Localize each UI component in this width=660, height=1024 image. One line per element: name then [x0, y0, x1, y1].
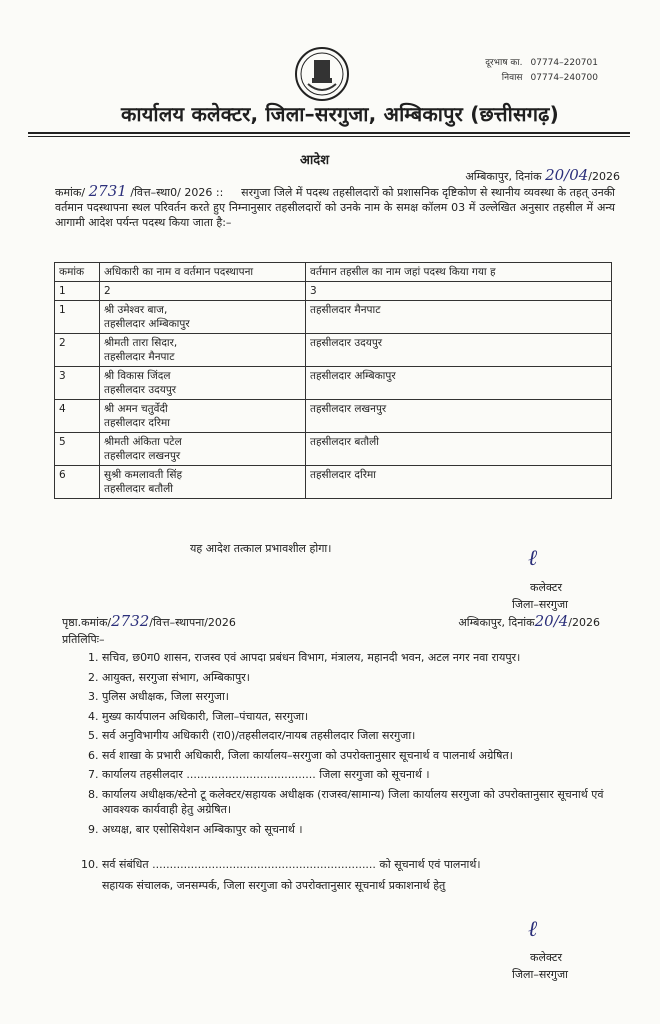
- row-posted: तहसीलदार उदयपुर: [306, 334, 612, 367]
- table-row: [55, 466, 612, 499]
- list-item: 1. सचिव, छ0ग0 शासन, राजस्व एवं आपदा प्रबंधन विभाग, मंत्रालय, महानदी भवन, अटल नगर नवा रायपुर।: [102, 650, 622, 666]
- header-serial: कमांक: [55, 263, 100, 282]
- row-posted: तहसीलदार लखनपुर: [306, 400, 612, 433]
- phone-label: दूरभाष का.: [485, 58, 523, 68]
- copy-list: [80, 650, 622, 877]
- signature-title-2: कलेक्टर: [530, 951, 562, 964]
- officer-current: तहसीलदार बतौली: [104, 483, 173, 495]
- residence-value: 07774–240700: [530, 73, 598, 83]
- row-posted: तहसीलदार बतौली: [306, 433, 612, 466]
- office-title: कार्यालय कलेक्टर, जिला–सरगुजा, अम्बिकापुर (छत्तीसगढ़): [121, 102, 559, 126]
- officer-name: श्रीमती अंकिता पटेल: [104, 436, 182, 448]
- row-officer: [100, 301, 306, 334]
- title-rule-thin: [28, 136, 630, 137]
- endorse-date-suffix: /2026: [568, 616, 600, 629]
- table-row: [55, 367, 612, 400]
- endorsement-ref: [62, 612, 236, 630]
- row-serial: 2: [55, 334, 100, 367]
- list-item: 10. सर्व संबंधित ................................................................ को सूचनार्थ एवं पालनार्थ।: [102, 857, 622, 873]
- list-item: 3. पुलिस अधीक्षक, जिला सरगुजा।: [102, 689, 622, 705]
- table-header-row: [55, 263, 612, 282]
- signature-district-2: जिला–सरगुजा: [512, 968, 568, 981]
- extra-copy-line: सहायक संचालक, जनसम्पर्क, जिला सरगुजा को उपरोक्तानुसार सूचनार्थ प्रकाशनार्थ हेतु: [102, 879, 446, 892]
- row-officer: [100, 367, 306, 400]
- list-item: 5. सर्व अनुविभागीय अधिकारी (रा0)/तहसीलदार/नायब तहसीलदार जिला सरगुजा।: [102, 728, 622, 744]
- row-serial: 4: [55, 400, 100, 433]
- row-officer: [100, 433, 306, 466]
- colnum-2: 2: [100, 282, 306, 301]
- list-item: 8. कार्यालय अधीक्षक/स्टेनो टू कलेक्टर/सहायक अधीक्षक (राजस्व/सामान्य) जिला कार्यालय सरगुजा को उपरोक्तानुसार सूचनार्थ एवं आवश्यक कार्यवाही हेतु अग्रेषित।: [102, 787, 622, 818]
- signature-mark: ℓ: [528, 546, 538, 571]
- endorse-ref-suffix: /वित्त–स्थापना/2026: [149, 616, 236, 629]
- list-item: 7. कार्यालय तहसीलदार ..................................... जिला सरगुजा को सूचनार्थ ।: [102, 767, 622, 783]
- phone-value: 07774–220701: [530, 58, 598, 68]
- officer-current: तहसीलदार मैनपाट: [104, 351, 175, 363]
- officer-name: श्री अमन चतुर्वेदी: [104, 403, 168, 415]
- order-text: सरगुजा जिले में पदस्थ तहसीलदारों को प्रशासनिक दृष्टिकोण से स्थानीय व्यवस्था के तहत् उनकी वर्तमान पदस्थापना स्थल परिवर्तन करते हुए निम्नानुसार तहसीलदारों को उनके नाम के समक्ष कॉलम 03 में उल्लेखित अनुसार तहसील में अन्य आगामी आदेश पर्यन्त पदस्थ किया जाता है:–: [55, 186, 615, 229]
- table-row: [55, 433, 612, 466]
- order-date-suffix: /2026: [588, 170, 620, 183]
- ref-number: 2731: [88, 182, 127, 200]
- officer-name: श्रीमती तारा सिदार,: [104, 337, 178, 349]
- ref-suffix: /वित्त–स्था0/ 2026 ::: [130, 186, 224, 199]
- officer-name: श्री उमेश्वर बाज,: [104, 304, 168, 316]
- phone-line: [473, 55, 599, 68]
- copy-label: प्रतिलिपिः–: [62, 633, 105, 646]
- colnum-3: 3: [306, 282, 612, 301]
- state-emblem-icon: [294, 44, 350, 104]
- officer-current: तहसीलदार अम्बिकापुर: [104, 318, 190, 330]
- list-item: 4. मुख्य कार्यपालन अधिकारी, जिला–पंचायत, सरगुजा।: [102, 709, 622, 725]
- order-date-handwritten: 20/04: [545, 166, 589, 184]
- colnum-1: 1: [55, 282, 100, 301]
- list-item: 2. आयुक्त, सरगुजा संभाग, अम्बिकापुर।: [102, 670, 622, 686]
- row-posted: तहसीलदार मैनपाट: [306, 301, 612, 334]
- row-posted: तहसीलदार अम्बिकापुर: [306, 367, 612, 400]
- row-officer: [100, 334, 306, 367]
- row-serial: 5: [55, 433, 100, 466]
- officer-current: तहसीलदार उदयपुर: [104, 384, 177, 396]
- signature-title: कलेक्टर: [530, 581, 562, 594]
- table-row: [55, 334, 612, 367]
- table-colnum-row: [55, 282, 612, 301]
- signature-district: जिला–सरगुजा: [512, 598, 568, 611]
- posting-table: [54, 262, 612, 499]
- effective-note: यह आदेश तत्काल प्रभावशील होगा।: [190, 542, 332, 555]
- row-posted: तहसीलदार दरिमा: [306, 466, 612, 499]
- row-serial: 1: [55, 301, 100, 334]
- residence-label: निवास: [501, 73, 523, 83]
- list-item: 6. सर्व शाखा के प्रभारी अधिकारी, जिला कार्यालय–सरगुजा को उपरोक्तानुसार सूचनार्थ व पालनार्थ अग्रेषित।: [102, 748, 622, 764]
- officer-current: तहसीलदार लखनपुर: [104, 450, 181, 462]
- header-officer: अधिकारी का नाम व वर्तमान पदस्थापना: [100, 263, 306, 282]
- title-rule: [28, 132, 630, 134]
- list-item: 9. अध्यक्ष, बार एसोसियेशन अम्बिकापुर को सूचनार्थ ।: [102, 822, 622, 838]
- endorse-ref-prefix: पृष्ठा.कमांक/: [62, 616, 112, 629]
- endorsement-date: [458, 612, 600, 630]
- header-posting: वर्तमान तहसील का नाम जहां पदस्थ किया गया ह: [306, 263, 612, 282]
- row-serial: 6: [55, 466, 100, 499]
- table-row: [55, 400, 612, 433]
- endorse-ref-number: 2732: [111, 612, 150, 630]
- endorse-date-hand: 20/4: [534, 612, 569, 630]
- order-date-prefix: अम्बिकापुर, दिनांक: [465, 170, 542, 183]
- row-officer: [100, 466, 306, 499]
- residence-line: [473, 70, 599, 83]
- order-heading: आदेश: [300, 153, 330, 168]
- officer-name: सुश्री कमलावती सिंह: [104, 469, 183, 481]
- ref-prefix: कमांक/: [55, 186, 86, 199]
- officer-name: श्री विकास जिंदल: [104, 370, 171, 382]
- officer-current: तहसीलदार दरिमा: [104, 417, 171, 429]
- order-date: [465, 166, 620, 184]
- row-officer: [100, 400, 306, 433]
- signature-mark-2: ℓ: [528, 917, 538, 942]
- endorse-date-prefix: अम्बिकापुर, दिनांक: [458, 616, 535, 629]
- row-serial: 3: [55, 367, 100, 400]
- order-paragraph: [55, 184, 615, 230]
- table-row: [55, 301, 612, 334]
